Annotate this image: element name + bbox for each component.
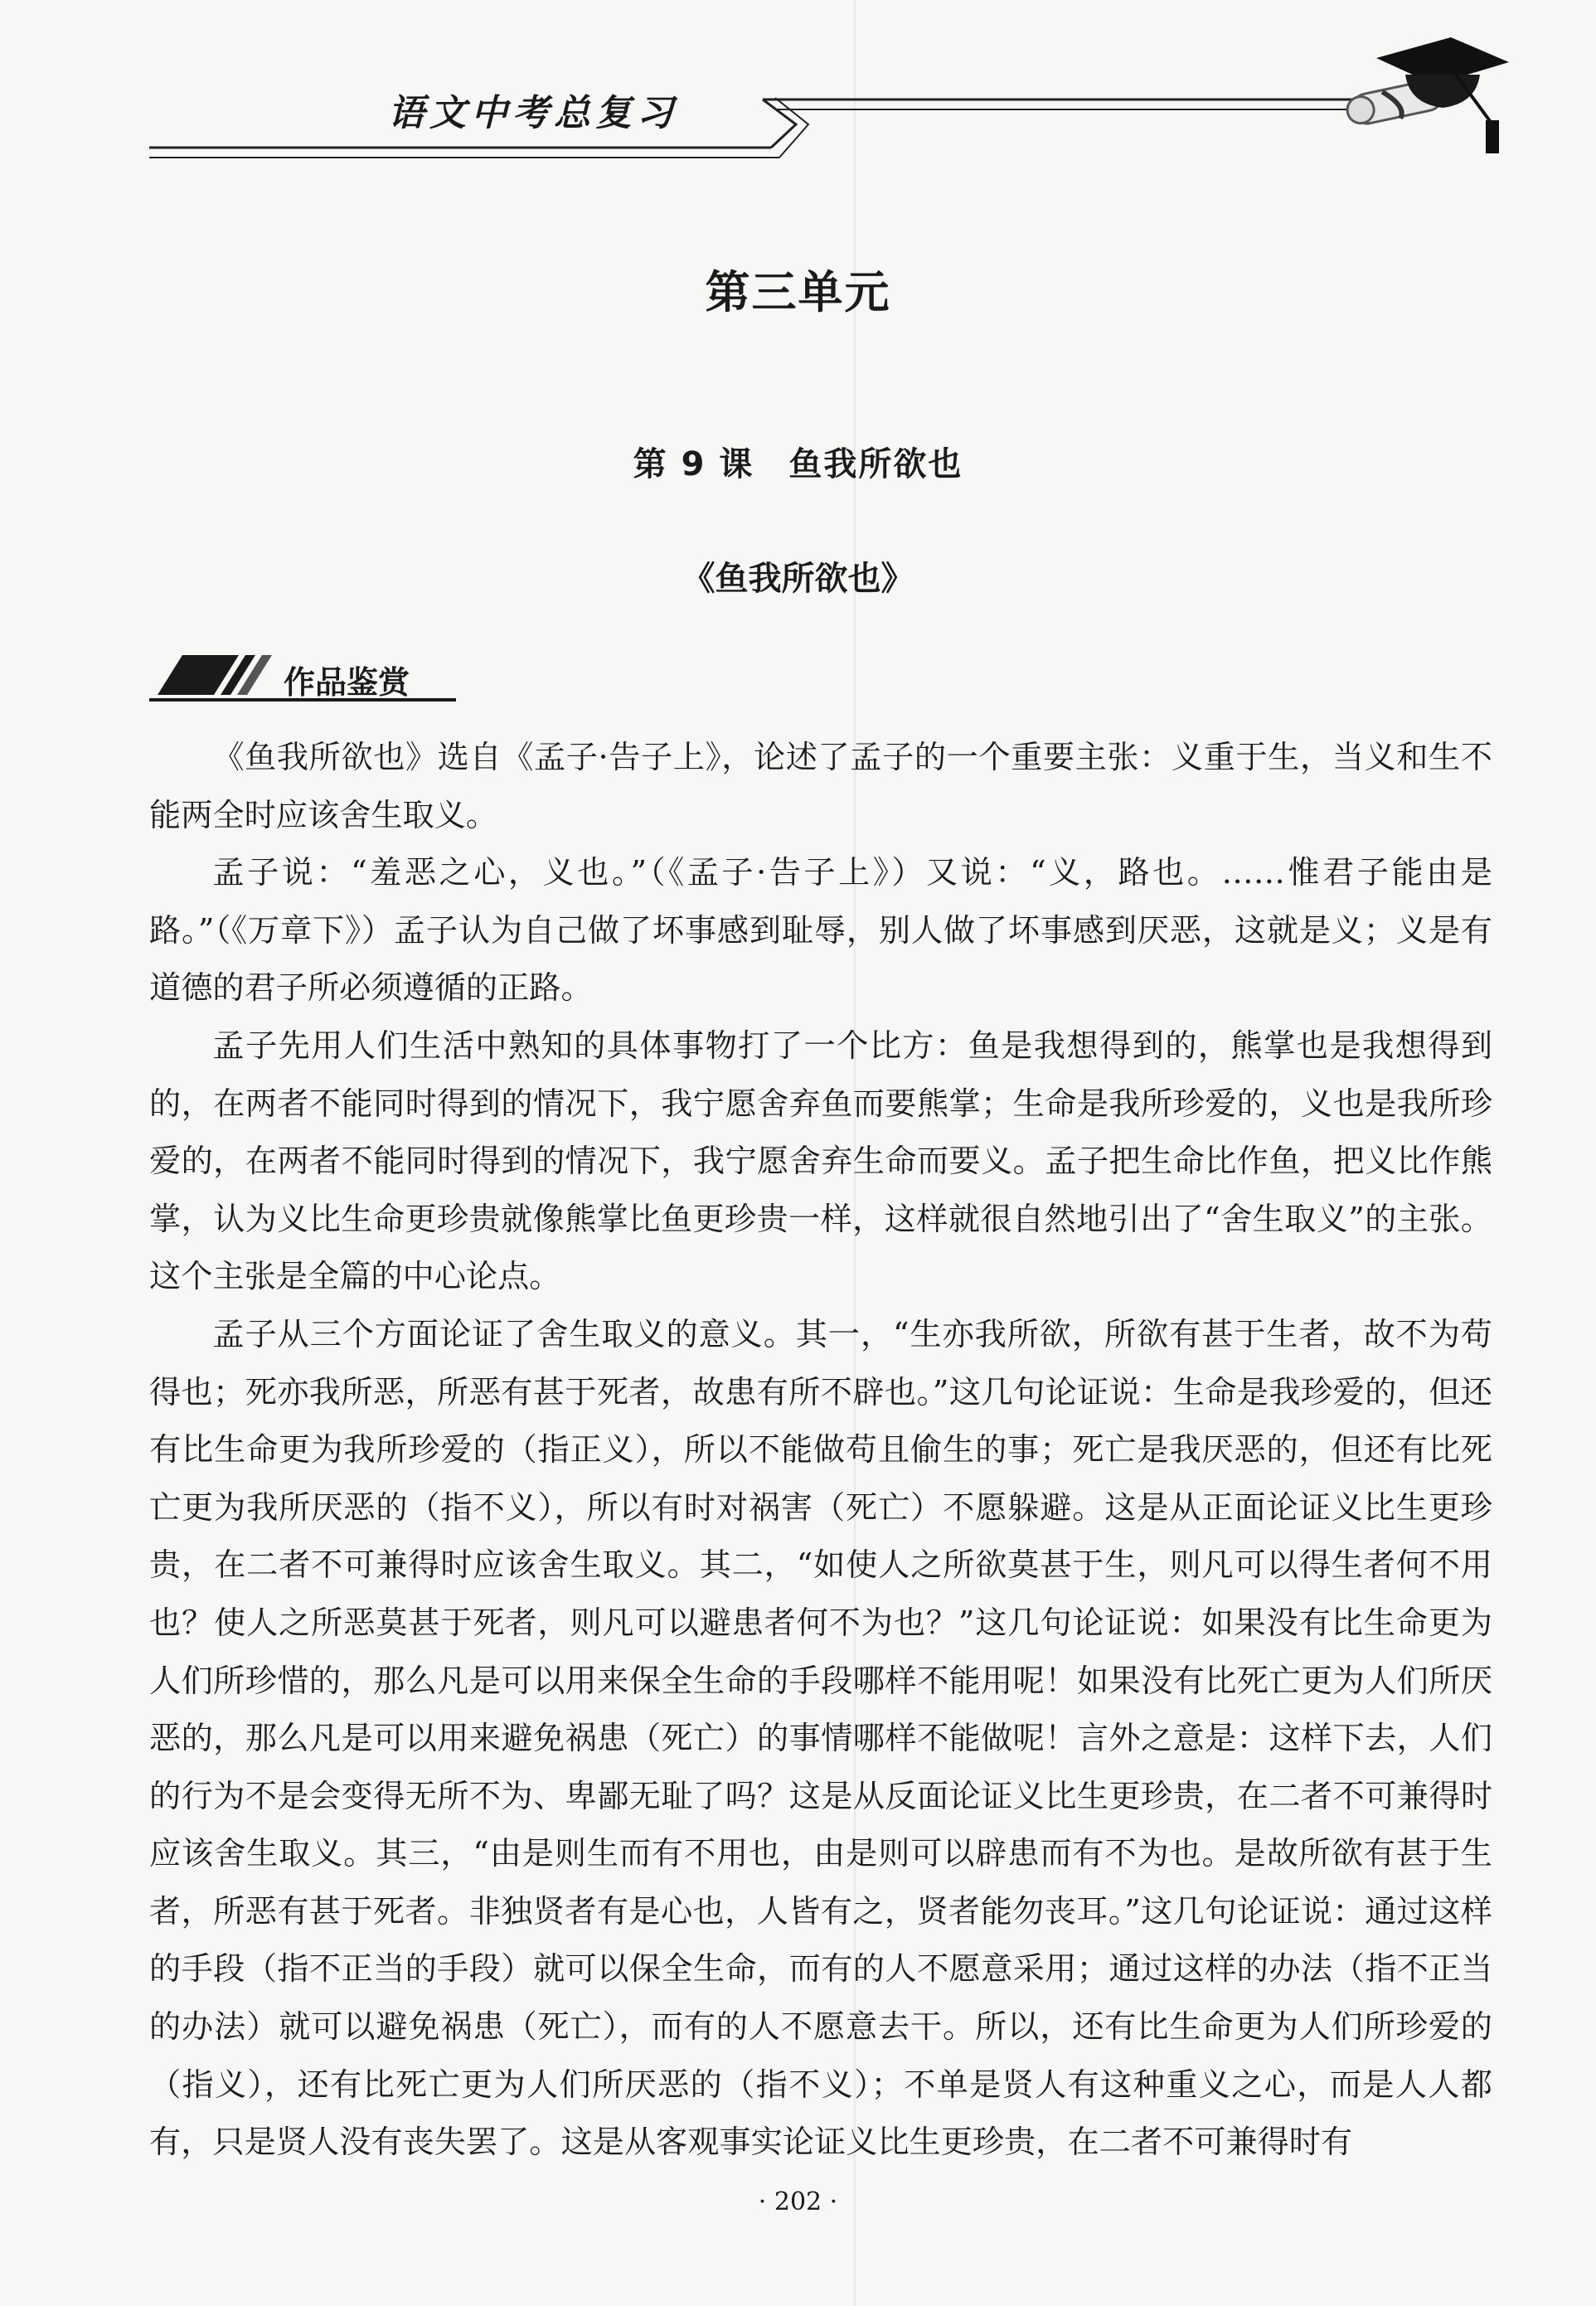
section-label: 作品鉴赏 bbox=[284, 664, 410, 701]
paragraph: 孟子从三个方面论证了舍生取义的意义。其一，“生亦我所欲，所欲有甚于生者，故不为苟得也；死亦我所恶，所恶有甚于死者，故患有所不辟也。”这几句论证说：生命是我珍爱的，但还有比生命更为我所珍爱的（指正义），所以不能做苟且偷生的事；死亡是我厌恶的，但还有比死亡更为我所厌恶的（指不义），所以有时对祸害（死亡）不愿躲避。这是从正面论证义比生更珍贵，在二者不可兼得时应该舍生取义。其二，“如使人之所欲莫甚于生，则凡可以得生者何不用也？使人之所恶莫甚于死者，则凡可以避患者何不为也？”这几句论证说：如果没有比生命更为人们所珍惜的，那么凡是可以用来保全生命的手段哪样不能用呢！如果没有比死亡更为人们所厌恶的，那么凡是可以用来避免祸患（死亡）的事情哪样不能做呢！言外之意是：这样下去，人们的行为不是会变得无所不为、卑鄙无耻了吗？这是从反面论证义比生更珍贵，在二者不可兼得时应该舍生取义。其三，“由是则生而有不用也，由是则可以辟患而有不为也。是故所欲有甚于生者，所恶有甚于死者。非独贤者有是心也，人皆有之，贤者能勿丧耳。”这几句论证说：通过这样的手段（指不正当的手段）就可以保全生命，而有的人不愿意采用；通过这样的办法（指不正当的办法）就可以避免祸患（死亡），而有的人不愿意去干。所以，还有比生命更为人们所珍爱的（指义），还有比死亡更为人们所厌恶的（指不义）；不单是贤人有这种重义之心，而是人人都有，只是贤人没有丧失罢了。这是从客观事实论证义比生更珍贵，在二者不可兼得时有 bbox=[149, 1316, 1492, 2162]
graduation-cap-icon bbox=[1327, 25, 1517, 166]
paragraph: 孟子先用人们生活中熟知的具体事物打了一个比方：鱼是我想得到的，熊掌也是我想得到的，在两者不能同时得到的情况下，我宁愿舍弃鱼而要熊掌；生命是我所珍爱的，义也是我所珍爱的，在两者不能同时得到的情况下，我宁愿舍弃生命而要义。孟子把生命比作鱼，把义比作熊掌，认为义比生命更珍贵就像熊掌比鱼更珍贵一样，这样就很自然地引出了“舍生取义”的主张。这个主张是全篇的中心论点。 bbox=[149, 1027, 1492, 1296]
lesson-title: 第 9 课 鱼我所欲也 bbox=[633, 445, 963, 483]
work-title: 《鱼我所欲也》 bbox=[682, 560, 914, 598]
body-text bbox=[149, 730, 1492, 2172]
paragraph: 《鱼我所欲也》选自《孟子·告子上》，论述了孟子的一个重要主张：义重于生，当义和生不能两全时应该舍生取义。 bbox=[149, 740, 1492, 834]
unit-title: 第三单元 bbox=[705, 266, 891, 318]
paragraph: 孟子说：“羞恶之心，义也。”（《孟子·告子上》）又说：“义，路也。……惟君子能由是路。”（《万章下》）孟子认为自己做了坏事感到耻辱，别人做了坏事感到厌恶，这就是义；义是有道德的君子所必须遵循的正路。 bbox=[149, 855, 1492, 1007]
page-number: · 202 · bbox=[758, 2187, 838, 2216]
book-title: 语文中考总复习 bbox=[388, 92, 678, 134]
